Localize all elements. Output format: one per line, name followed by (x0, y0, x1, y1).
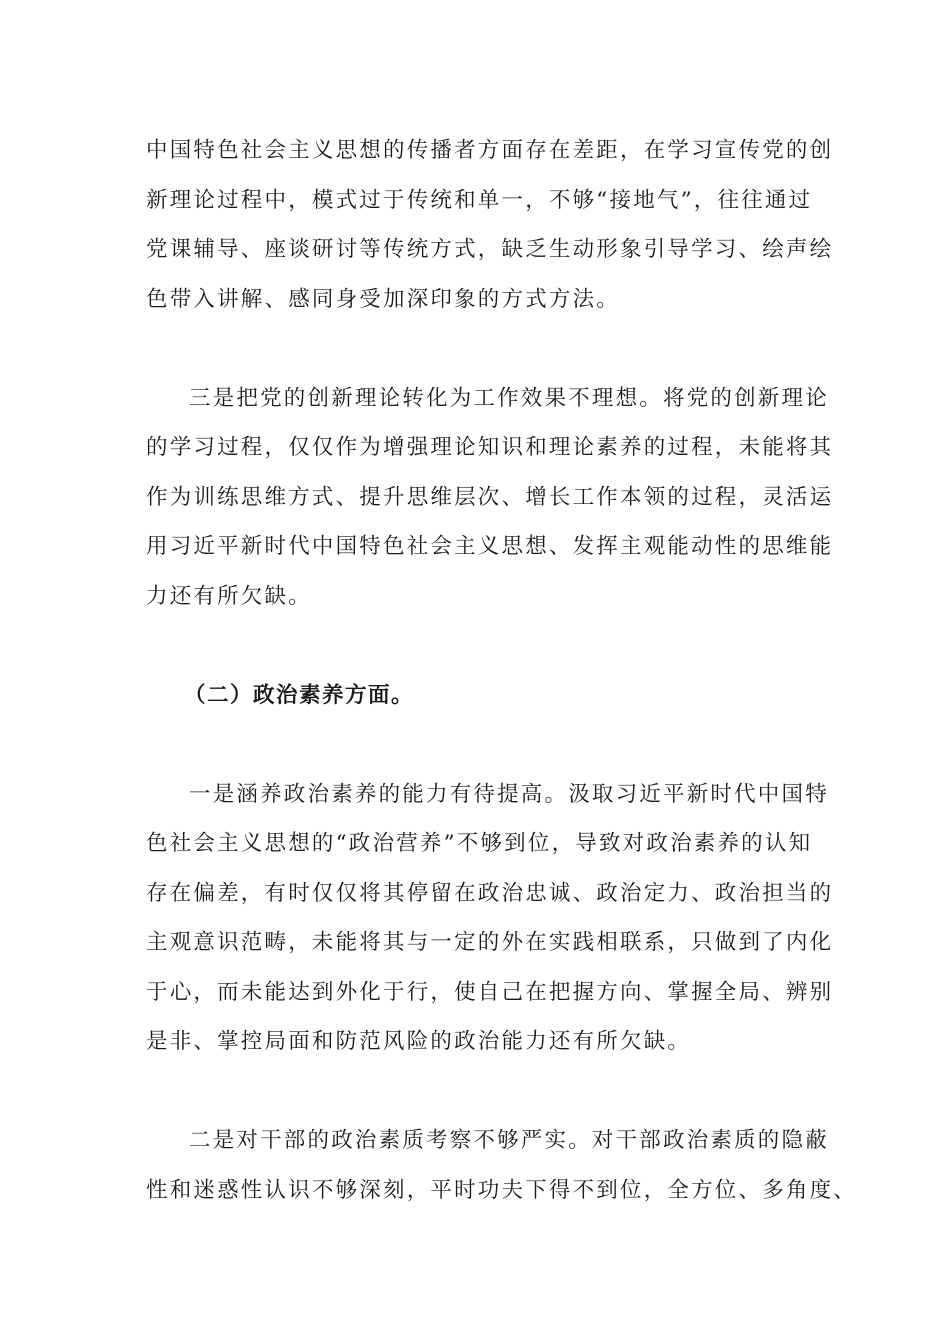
text-line: 新理论过程中，模式过于传统和单一，不够“接地气”，往往通过 (146, 187, 813, 213)
text-line: 性和迷惑性认识不够深刻，平时功夫下得不到位，全方位、多角度、 (146, 1177, 858, 1203)
text-line: 用习近平新时代中国特色社会主义思想、发挥主观能动性的思维能 (146, 534, 834, 559)
text-line: 的学习过程，仅仅作为增强理论知识和理论素养的过程，未能将其 (146, 435, 834, 460)
text-line: 力还有所欠缺。 (146, 583, 312, 609)
text-line: 色社会主义思想的“政治营养”不够到位，导致对政治素养的认知 (146, 831, 813, 856)
text-line: 三是把党的创新理论转化为工作效果不理想。将党的创新理论 (189, 385, 829, 411)
text-line: 是非、掌控局面和防范风险的政治能力还有所欠缺。 (146, 1029, 692, 1054)
text-line: 色带入讲解、感同身受加深印象的方式方法。 (146, 286, 621, 312)
text-line: 中国特色社会主义思想的传播者方面存在差距，在学习宣传党的创 (146, 138, 834, 163)
text-line: 党课辅导、座谈研讨等传统方式，缺乏生动形象引导学习、绘声绘 (146, 237, 834, 262)
document-page (146, 126, 858, 1265)
text-line: 存在偏差，有时仅仅将其停留在政治忠诚、政治定力、政治担当的 (146, 880, 834, 906)
text-line: 二是对干部的政治素质考察不够严实。对干部政治素质的隐蔽 (189, 1128, 829, 1153)
body-paragraph-point-three (146, 374, 834, 622)
text-line: 作为训练思维方式、提升思维层次、增长工作本领的过程，灵活运 (146, 484, 834, 510)
body-paragraph-continuation (146, 126, 834, 324)
text-line: 主观意识范畴，未能将其与一定的外在实践相联系，只做到了内化 (146, 930, 834, 955)
text-line: 一是涵养政治素养的能力有待提高。汲取习近平新时代中国特 (189, 781, 829, 807)
body-paragraph-point-two (146, 1116, 858, 1215)
text-line: 于心，而未能达到外化于行，使自己在把握方向、掌握全局、辨别 (146, 979, 834, 1005)
section-heading: （二）政治素养方面。 (184, 682, 415, 708)
body-paragraph-point-one (146, 770, 834, 1067)
